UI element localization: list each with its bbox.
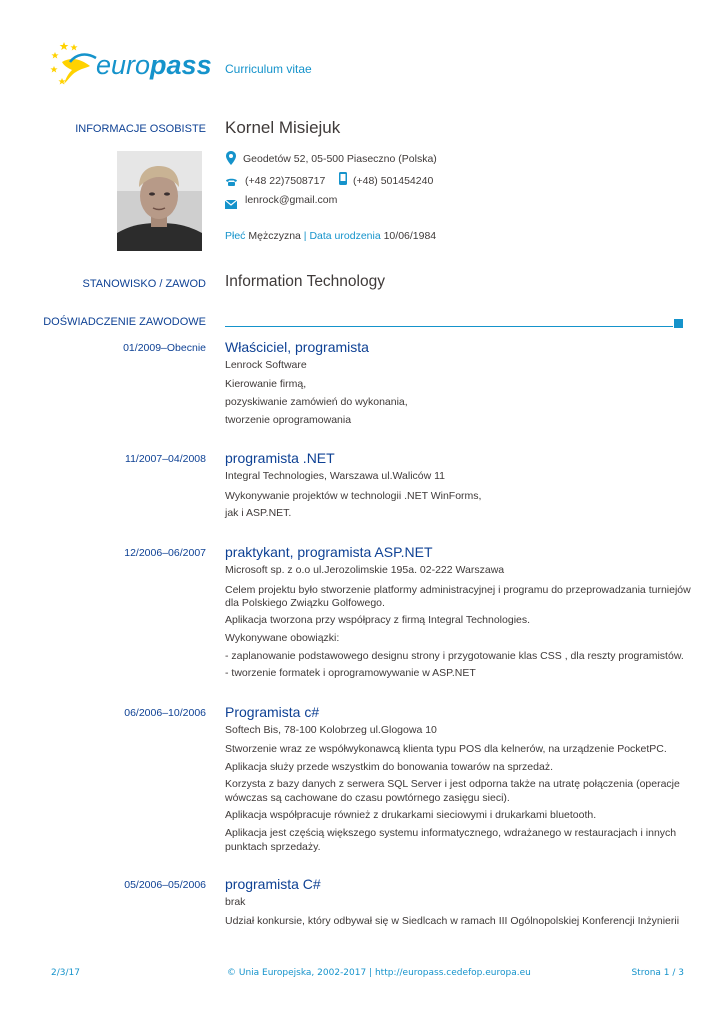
job-title: programista C# <box>225 876 321 892</box>
email-icon <box>225 196 237 214</box>
dob-label: Data urodzenia <box>309 230 381 242</box>
logo-pass: pass <box>150 50 212 80</box>
job-line: Aplikacja służy przede wszystkim do bonowania towarów na sprzedaż. <box>225 761 553 773</box>
job-line: punktach sprzedaży. <box>225 841 321 853</box>
gender-dob-line <box>225 229 436 243</box>
job-employer: Softech Bis, 78-100 Kolobrzeg ul.Glogowa 10 <box>225 724 437 736</box>
job-line: Aplikacja tworzona przy współpracy z firmą Integral Technologies. <box>225 614 531 626</box>
job-title: praktykant, programista ASP.NET <box>225 544 433 560</box>
job-employer: brak <box>225 896 246 908</box>
job-title: Właściciel, programista <box>225 339 369 355</box>
job-line: Aplikacja współpracuje również z drukarkami sieciowymi i drukarkami bluetooth. <box>225 809 597 821</box>
job-line: tworzenie oprogramowania <box>225 414 352 426</box>
profile-photo <box>117 151 202 251</box>
logo-euro: euro <box>96 50 151 80</box>
location-pin-icon <box>226 151 236 170</box>
gender-label: Płeć <box>225 230 246 242</box>
job-line: - tworzenie formatek i oprogramowywanie w ASP.NET <box>225 667 476 679</box>
job-line: Stworzenie wraz ze współwykonawcą klienta typu POS dla kelnerów, na urządzenie PocketPC. <box>225 743 667 755</box>
address: Geodetów 52, 05-500 Piaseczno (Polska) <box>243 153 437 165</box>
logo-wordmark <box>96 50 212 80</box>
dob-value: 10/06/1984 <box>383 230 437 242</box>
job-employer: Microsoft sp. z o.o ul.Jerozolimskie 195a. 02-222 Warszawa <box>225 564 505 576</box>
job-line: Kierowanie firmą, <box>225 378 307 390</box>
job-line: dla Polskiego Związku Golfowego. <box>225 597 385 609</box>
europass-logo <box>50 40 210 90</box>
job-line: Udział konkursie, który odbywał się w Siedlcach w ramach III Ogólnopolskiej Konferencji Inżynierii <box>225 915 680 927</box>
job-title: Programista c# <box>225 704 320 720</box>
footer-page-number: Strona 1 / 3 <box>631 968 684 978</box>
experience-section-label: DOŚWIADCZENIE ZAWODOWE <box>43 316 206 328</box>
mobile-icon <box>339 172 347 190</box>
job-line: Celem projektu było stworzenie platformy administracyjnej i programu do przeprowadzania turniejów <box>225 584 691 596</box>
job-employer: Integral Technologies, Warszawa ul.Waliców 11 <box>225 470 446 482</box>
job-date: 05/2006–05/2006 <box>124 879 206 891</box>
job-line: wówczas są cachowane do czasu powtórnego zasięgu sieci). <box>225 792 510 804</box>
job-line: jak i ASP.NET. <box>225 507 292 519</box>
job-line: pozyskiwanie zamówień do wykonania, <box>225 396 408 408</box>
doc-title: Curriculum vitae <box>225 62 312 76</box>
job-date: 06/2006–10/2006 <box>124 707 206 719</box>
section-divider <box>225 326 673 327</box>
footer-copyright[interactable]: © Unia Europejska, 2002-2017 | http://europass.cedefop.europa.eu <box>227 968 531 978</box>
section-divider-marker <box>674 319 683 328</box>
job-date: 12/2006–06/2007 <box>124 547 206 559</box>
personal-section-label: INFORMACJE OSOBISTE <box>75 123 206 135</box>
job-title: programista .NET <box>225 450 335 466</box>
job-date: 01/2009–Obecnie <box>123 342 206 354</box>
phone-number[interactable]: (+48 22)7508717 <box>245 175 326 187</box>
job-line: Wykonywane obowiązki: <box>225 632 340 644</box>
phone-icon <box>225 174 238 192</box>
separator: | <box>303 230 307 242</box>
person-name: Kornel Misiejuk <box>225 118 341 137</box>
job-employer: Lenrock Software <box>225 359 307 371</box>
gender-value: Mężczyzna <box>248 230 301 242</box>
footer-date: 2/3/17 <box>51 968 80 978</box>
position-value: Information Technology <box>225 273 385 290</box>
job-line: Wykonywanie projektów w technologii .NET WinForms, <box>225 490 482 502</box>
job-date: 11/2007–04/2008 <box>125 453 206 465</box>
mobile-number[interactable]: (+48) 501454240 <box>353 175 434 187</box>
position-label: STANOWISKO / ZAWOD <box>82 278 206 290</box>
job-line: Aplikacja jest częścią większego systemu informatycznego, wdrażanego w restauracjach i innych <box>225 827 677 839</box>
job-line: Korzysta z bazy danych z serwera SQL Server i jest odporna także na utratę połączenia (operacje <box>225 778 680 790</box>
email-address[interactable]: lenrock@gmail.com <box>245 194 338 206</box>
job-line: - zaplanowanie podstawowego designu strony i przygotowanie klas CSS , dla reszty programistów. <box>225 650 684 662</box>
